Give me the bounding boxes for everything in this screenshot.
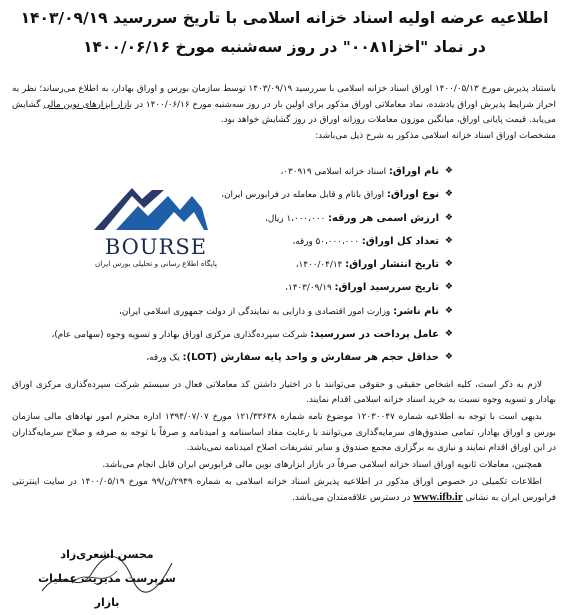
announcement-title <box>10 4 559 62</box>
new-financial-instruments-market-link[interactable]: بازار ابزارهای نوین مالی <box>43 99 132 110</box>
intro-paragraph <box>12 82 556 144</box>
spec-item: ❖ تاریخ سررسید اوراق: ۱۴۰۳/۰۹/۱۹، <box>230 276 453 299</box>
diamond-bullet-icon: ❖ <box>444 329 453 340</box>
diamond-bullet-icon: ❖ <box>444 189 453 200</box>
spec-item: ❖ تعداد کل اوراق: ۵۰،۰۰۰،۰۰۰ ورقه، <box>230 230 453 253</box>
diamond-bullet-icon: ❖ <box>444 166 453 176</box>
spec-item: ❖ حداقل حجم هر سفارش و واحد پایه سفارش (LOT): یک ورقه، <box>230 346 453 369</box>
logo-wordmark: BOURSE <box>104 235 208 259</box>
paragraph-purchase-note: لازم به ذکر است، کلیه اشخاص حقیقی و حقوقی می‌توانند با در اختیار داشتن کد معاملاتی فعال در سیستم شرکت سپرده‌گذاری مرکزی اوراق بهادار و تسویه وجوه نسبت به خرید اسناد خزانه اسلامی اقدام نمایند. <box>12 380 556 406</box>
diamond-bullet-icon: ❖ <box>444 282 453 293</box>
bourse-24-mark-icon <box>88 186 224 234</box>
logo-subtitle: پایگاه اطلاع رسانی و تحلیلی بورس ایران <box>94 259 218 268</box>
diamond-bullet-icon: ❖ <box>444 235 453 246</box>
paragraph-more-info: اطلاعات تکمیلی در خصوص اوراق مذکور در اطلاعیه پذیرش اسناد خزانه اسلامی به شماره ۲۹۴۹/ن/۹۹ مورخ ۱۴۰۰/۰۵/۱۹ در سایت اینترنتی فرابورس ایران به نشانی www.ifb.ir در دسترس علاقه‌مندان می‌باشد. <box>12 477 556 504</box>
spec-item: ❖ تاریخ انتشار اوراق: ۱۴۰۰/۰۴/۱۴، <box>230 253 453 276</box>
bourse-logo <box>88 186 224 268</box>
diamond-bullet-icon: ❖ <box>444 259 453 270</box>
spec-item: ❖ عامل پرداخت در سررسید: شرکت سپرده‌گذاری مرکزی اوراق بهادار و تسویه وجوه (سهامی عام)، <box>230 323 453 346</box>
spec-item: ❖ نام ناشر: وزارت امور اقتصادی و دارایی به نمایندگی از دولت جمهوری اسلامی ایران، <box>230 300 453 323</box>
spec-item: ❖ ارزش اسمی هر ورقه: ۱،۰۰۰،۰۰۰ ریال، <box>230 207 453 230</box>
signature-block <box>32 543 182 615</box>
diamond-bullet-icon: ❖ <box>444 212 453 223</box>
intro-text-c: مشخصات اوراق اسناد خزانه اسلامی مذکور به شرح ذیل می‌باشد: <box>315 130 556 141</box>
paragraph-funds-note: بدیهی است با توجه به اطلاعیه شماره ۱۲۰۳۰۰۴۷ موضوع نامه شماره ۱۲۱/۳۳۶۳۸ مورخ ۱۳۹۴/۰۷/۰۷ اداره محترم امور نهادهای مالی سازمان بورس و اوراق بهادار، تمامی صندوق‌های سرمایه‌گذاری می‌توانند با رعایت مفاد اساسنامه و امیدنامه و صرفاً با توجه به صرفه و صلاح سرمایه‌گذاران در این اوراق اقدام نمایند و نیازی به برگزاری مجمع صندوق و سایر تشریفات اصلاح امیدنامه نمی‌باشد. <box>12 412 556 453</box>
signatory-role: سرپرست مدیریت عملیات بازار <box>38 572 176 609</box>
title-line-1: اطلاعیه عرضه اولیه اسناد خزانه اسلامی با تاریخ سررسید ۱۴۰۳/۰۹/۱۹ <box>20 9 549 27</box>
signatory-name: محسن اشعری‌زاد <box>60 548 154 561</box>
intro-text-a: باستناد پذیرش مورخ ۱۴۰۰/۰۵/۱۳ اوراق اسناد خزانه اسلامی با سررسید ۱۴۰۳/۰۹/۱۹ توسط سازمان بورس و اوراق بهادار، به اطلاع می‌رساند؛ نظر به احراز شرایط پذیرش اوراق یادشده، نماد معاملاتی اوراق مذکور برای اولین بار در روز سه‌شنبه مورخ ۱۴۰۰/۰۶/۱۶ در <box>12 84 557 110</box>
diamond-bullet-icon: ❖ <box>444 305 453 316</box>
spec-item: ❖ نوع اوراق: اوراق بانام و قابل معامله در فرابورس ایران، <box>230 183 453 206</box>
title-line-2: در نماد "اخزا۰۰۸۱" در روز سه‌شنبه مورخ ۱۴۰۰/۰۶/۱۶ <box>83 38 486 56</box>
body-paragraphs <box>12 378 556 509</box>
diamond-bullet-icon: ❖ <box>444 352 453 363</box>
ifb-website-link[interactable]: www.ifb.ir <box>413 491 463 504</box>
spec-item: ❖ نام اوراق: اسناد خزانه اسلامی ۰۳۰۹۱۹، <box>230 160 453 183</box>
intro-text-b: گشایش می‌یابد. قیمت پایانی اوراق، میانگین موزون معاملات روزانه اوراق در روز گشایش خواهد بود. <box>12 99 556 125</box>
paragraph-secondary-trading: همچنین، معاملات ثانویه اوراق اسناد خزانه اسلامی صرفاً در بازار ابزارهای نوین مالی فرابورس ایران قابل انجام می‌باشد. <box>102 460 542 471</box>
